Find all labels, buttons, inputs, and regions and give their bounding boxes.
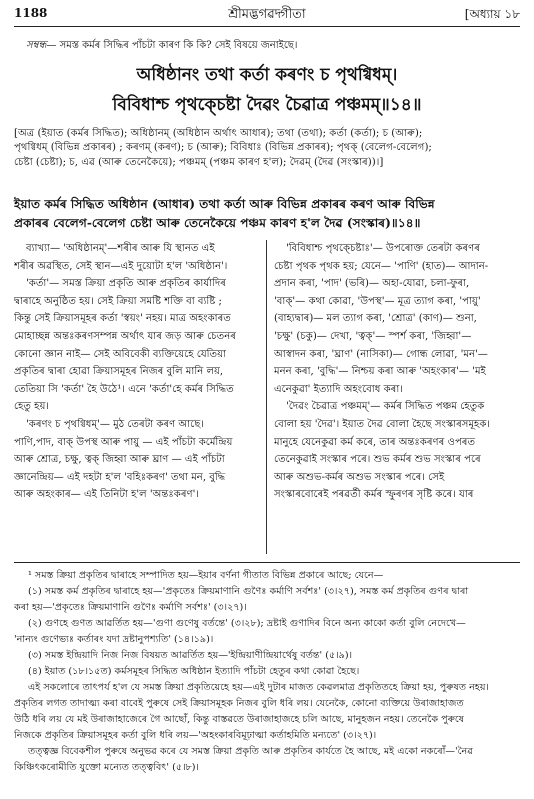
footnote-line: এই সকলোৰে তাৎপৰ্য হ'ল যে সমস্ত ক্ৰিয়া প্ৰকৃতিয়েহে হয়—এই দুটাৰ মাজত কেৱলমাত্ৰ প্ৰকৃতিতহে ক্ৰিয়া হয়, পুৰুষত নহয়।: [28, 682, 489, 693]
verse-line-2: বিবিধাশ্চ পৃথক্চেষ্টা দৈৱং চৈৱাত্ৰ পঞ্চমম্॥১৪॥: [112, 95, 422, 115]
footnote-line: (৪) ইয়াত (১৮।১৫ত) কৰ্মসমূহৰ সিদ্ধিত অধিষ্ঠান ইত্যাদি পাঁচটা হেতুৰ কথা কোৱা হৈছে।: [28, 666, 360, 677]
commentary-line: 'কৰণং চ পৃথগ্বিধম্'— মুঠ তেৰটা কৰণ আছে।: [26, 418, 204, 430]
gloss-line: পৃথগ্বিধম্ (বিভিন্ন প্ৰকাৰৰ) ; কৰণম্ (কৰণ); চ (আৰু); বিবিধাঃ (বিভিন্ন প্ৰকাৰৰ); পৃথক্ (বেলেগ-বেলেগ);: [14, 142, 432, 154]
commentary-line: আৰু শ্ৰোত্ৰ, চক্ষু, ত্বক্ জিহ্বা আৰু ঘ্ৰাণ — এই পাঁচটা: [14, 454, 225, 466]
commentary-right-column: [274, 240, 520, 504]
commentary-line: মনন কৰা, 'বুদ্ধি'— নিশ্চয় কৰা আৰু 'অহংকাৰ'— 'মই: [274, 366, 486, 378]
footnote-line: উঠি ধৰি লয় যে মই উৰাজাহাজেৰে গৈ আছোঁ, কিন্তু বাস্তৱতে উৰাজাহাজহে চলি আছে, মানুহজন নহয়। তেনেকৈ পুৰুষে: [14, 714, 464, 725]
footnote-line: কৰা হয়—'প্ৰকৃতেঃ ক্ৰিয়মাণানি গুণৈঃ কৰ্মাণি সৰ্বশঃ' (৩।২৭)।: [14, 602, 247, 613]
commentary-line: শৰীৰ অৱস্থিত, সেই স্থান—এই দুয়োটা হ'ল 'অধিষ্ঠান'।: [14, 260, 228, 272]
footnote-divider: [14, 562, 520, 563]
column-divider: [266, 240, 267, 554]
commentary-line: 'দৈৱং চৈৱাত্ৰ পঞ্চমম্'— কৰ্মৰ সিদ্ধিত পঞ্চম হেতুক: [286, 401, 485, 413]
footnote-line: নিজকে প্ৰকৃতিৰ ক্ৰিয়াসমূহৰ কৰ্তা বুলি ধৰি লয়—'অহংকাৰবিমূঢ়াত্মা কৰ্তাহমিতি মন্যতে' (৩।২৭)।: [14, 730, 377, 741]
footnote-line: (৩) সমস্ত ইন্দ্ৰিয়াদি নিজ নিজ বিষয়ত আৱৰ্তিত হয়—'ইন্দ্ৰিয়াণীন্দ্ৰিয়াৰ্থেষু বৰ্তন্ত' (৫।৯)।: [28, 650, 353, 661]
commentary-columns: [14, 240, 520, 554]
commentary-line: 'বাক্'— কথা কোৱা, 'উপস্থ'— মূত্ৰ ত্যাগ কৰা, 'পায়ু': [274, 295, 481, 307]
page-header: [14, 4, 520, 27]
commentary-line: আৰু অশুভ-কৰ্মৰ অশুভ সংস্কাৰ পৰে। সেই: [274, 471, 445, 483]
context-text: সমস্ত কৰ্মৰ সিদ্ধিৰ পাঁচটা কাৰণ কি কি? সেই বিষয়ে জনাইছে।: [59, 40, 298, 51]
footnote-line: 'নান্যং গুণেভ্যঃ কৰ্তাৰং যদা দ্ৰষ্টানুপশ্যতি' (১৪।১৯)।: [14, 634, 214, 645]
commentary-line: তেতিয়া সি 'কৰ্তা' হৈ উঠে¹। এনে 'কৰ্তা'হে কৰ্মৰ সিদ্ধিত: [14, 383, 234, 395]
commentary-line: বোলা হয় 'দৈৱ'। ইয়াত দৈৱ বোলা হৈছে সংস্কাৰসমূহক।: [274, 418, 491, 430]
footnote-line: প্ৰকৃতিৰ লগত তাদাত্ম্য কৰা বাবেই পুৰুষে সেই ক্ৰিয়াসমূহক নিজৰ বুলি ধৰি লয়। যেনেকৈ, কোনো ব্যক্তিয়ে উৰাজাহাজত: [14, 698, 464, 709]
book-title: শ্ৰীমদ্ভগৱদ্গীতা: [228, 7, 306, 22]
commentary-line: (বাহ্যদ্বাৰ)— মল ত্যাগ কৰা, 'শ্ৰোত্ৰ' (কাণ)— শুনা,: [274, 313, 477, 325]
commentary-line: আৰু অহংকাৰ— এই তিনিটা হ'ল 'অন্তঃকৰণ'।: [14, 489, 199, 501]
commentary-line: 'চক্ষু' (চকু)— দেখা, 'ত্বক্'— স্পৰ্শ কৰা, 'জিহ্বা'—: [274, 330, 472, 342]
footnote-line: (২) গুণহে গুণত আৱৰ্তিত হয়—'গুণা গুণেষু বৰ্তন্তে' (৩।২৮); দ্ৰষ্টাই গুণাদিৰ বিনে অন্য কাকো কৰ্তা বুলি নেদেখে—: [28, 618, 466, 629]
commentary-line: আস্বাদন কৰা, 'ঘ্ৰাণ' (নাসিকা)— গোন্ধ লোৱা, 'মন'—: [274, 348, 488, 360]
gloss-line: চেষ্টা (চেষ্টা); চ, এৱ (আৰু তেনেকৈয়ে); পঞ্চমম্ (পঞ্চম কাৰণ হ'ল); দৈৱম্ (দৈৱ (সংস্কাৰ))।]: [14, 156, 384, 168]
commentary-line: পাণি,পাদ, বাক্ উপস্থ আৰু পায়ু — এই পাঁচটা কৰ্মেন্দ্ৰিয়: [14, 436, 233, 448]
translation-line: প্ৰকাৰৰ বেলেগ-বেলেগ চেষ্টা আৰু তেনেকৈয়ে পঞ্চম কাৰণ হ'ল দৈৱ (সংস্কাৰ)॥১৪॥: [14, 216, 421, 230]
commentary-line: তেনেকুৱাই সংস্কাৰ পৰে। শুভ কৰ্মৰ শুভ সংস্কাৰ পৰে: [274, 454, 481, 466]
word-meaning-gloss: [14, 127, 520, 170]
commentary-line: মোহাচ্ছন্ন অন্তঃকৰণসম্পন্ন অৰ্থাৎ যাৰ জড় আৰু চেতনৰ: [14, 330, 236, 342]
commentary-line: 'বিবিধাশ্চ পৃথক্চেষ্টাঃ'— উপৰোক্ত তেৰটা কৰণৰ: [286, 243, 480, 254]
gloss-line: [অত্ৰ (ইয়াত (কৰ্মৰ সিদ্ধিত); অধিষ্ঠানম্ (অধিষ্ঠান অৰ্থাৎ আধাৰ); তথা (তথা); কৰ্তা (কৰ্তা); চ (আৰু);: [14, 128, 423, 139]
footnote-line: (১) সমস্ত কৰ্ম প্ৰকৃতিৰ দ্বাৰাহে হয়—'প্ৰকৃতেঃ ক্ৰিয়মাণানি গুণৈঃ কৰ্মাণি সৰ্বশঃ' (৩।২৭), সমস্ত কৰ্ম প্ৰকৃতিৰ গুণৰ দ্বাৰা: [28, 586, 469, 597]
footnote-line: ¹ সমস্ত ক্ৰিয়া প্ৰকৃতিৰ দ্বাৰাহে সম্পাদিত হয়—ইয়াৰ বৰ্ণনা গীতাত বিভিন্ন প্ৰকাৰে আছে; যেনে—: [28, 570, 384, 581]
verse-line-1: অধিষ্ঠানং তথা কৰ্তা কৰণং চ পৃথগ্বিধম্।: [136, 65, 398, 85]
commentary-line: সংস্কাৰবোৰেই পৰৱৰ্তী কৰ্মৰ স্ফুৰণৰ সৃষ্টি কৰে। যাৰ: [274, 489, 474, 501]
commentary-line: প্ৰদান কৰা, 'পাদ' (ভৰি)— অহা-যোৱা, চলা-ফুৰা,: [274, 278, 470, 290]
commentary-line: হেতু হয়।: [14, 401, 50, 413]
commentary-line: কিন্তু সেই ক্ৰিয়াসমূহৰ কৰ্তা 'স্বয়ং' নহয়। মাত্ৰ অহংকাৰত: [14, 313, 231, 325]
commentary-line: জ্ঞানেন্দ্ৰিয়— এই দহটা হ'ল 'বহিঃকৰণ' তথা মন, বুদ্ধি: [14, 471, 226, 483]
commentary-line: চেষ্টা পৃথক পৃথক হয়; যেনে— 'পাণি' (হাত)— আদান-: [274, 260, 489, 272]
commentary-line: মানুহে যেনেকুৱা কৰ্ম কৰে, তাৰ অন্তঃকৰণৰ ওপৰত: [274, 436, 476, 448]
commentary-line: কোনো জ্ঞান নাই— সেই অবিবেকী ব্যক্তিয়েহে যেতিয়া: [14, 348, 226, 360]
commentary-line: ব্যাখ্যা— 'অধিষ্ঠানম্'—শৰীৰ আৰু যি স্থানত এই: [26, 243, 215, 254]
translation-line: ইয়াত কৰ্মৰ সিদ্ধিত অধিষ্ঠান (আধাৰ) তথা কৰ্তা আৰু বিভিন্ন প্ৰকাৰৰ কৰণ আৰু বিভিন্ন: [14, 197, 435, 211]
footnote-line: তত্ত্বজ্ঞ বিবেকশীল পুৰুষে অনুভৱ কৰে যে সমস্ত ক্ৰিয়া প্ৰকৃতি আৰু প্ৰকৃতিৰ কাৰ্যতে হৈ আছে, মই একো নকৰোঁ—'নৈৱ: [28, 746, 473, 757]
commentary-left-column: [14, 240, 260, 504]
page-number: 1188: [14, 6, 48, 20]
context-line: [14, 38, 520, 55]
chapter-label: [অধ্যায় ১৮: [464, 7, 520, 21]
commentary-line: এনেকুৱা' ইত্যাদি অহংবোধ কৰা।: [274, 383, 403, 395]
verse-translation: [14, 195, 520, 233]
commentary-line: প্ৰকৃতিৰ দ্বাৰা হোৱা ক্ৰিয়াসমূহৰ নিজৰ বুলি মানি লয়,: [14, 366, 224, 378]
context-label: সম্বন্ধ—: [26, 40, 57, 51]
commentary-line: 'কৰ্তা'— সমস্ত ক্ৰিয়া প্ৰকৃতি আৰু প্ৰকৃতিৰ কাৰ্যাদিৰ: [26, 278, 226, 290]
footnote: [14, 568, 520, 776]
footnote-line: কিঞ্চিৎকৰোমীতি যুক্তো মন্যেত তত্ত্ববিৎ' (৫।৮)।: [14, 762, 199, 773]
commentary-line: দ্বাৰাহে অনুষ্ঠিত হয়। সেই ক্ৰিয়া সমষ্টি শক্তি বা ব্যষ্টি ;: [14, 295, 222, 307]
